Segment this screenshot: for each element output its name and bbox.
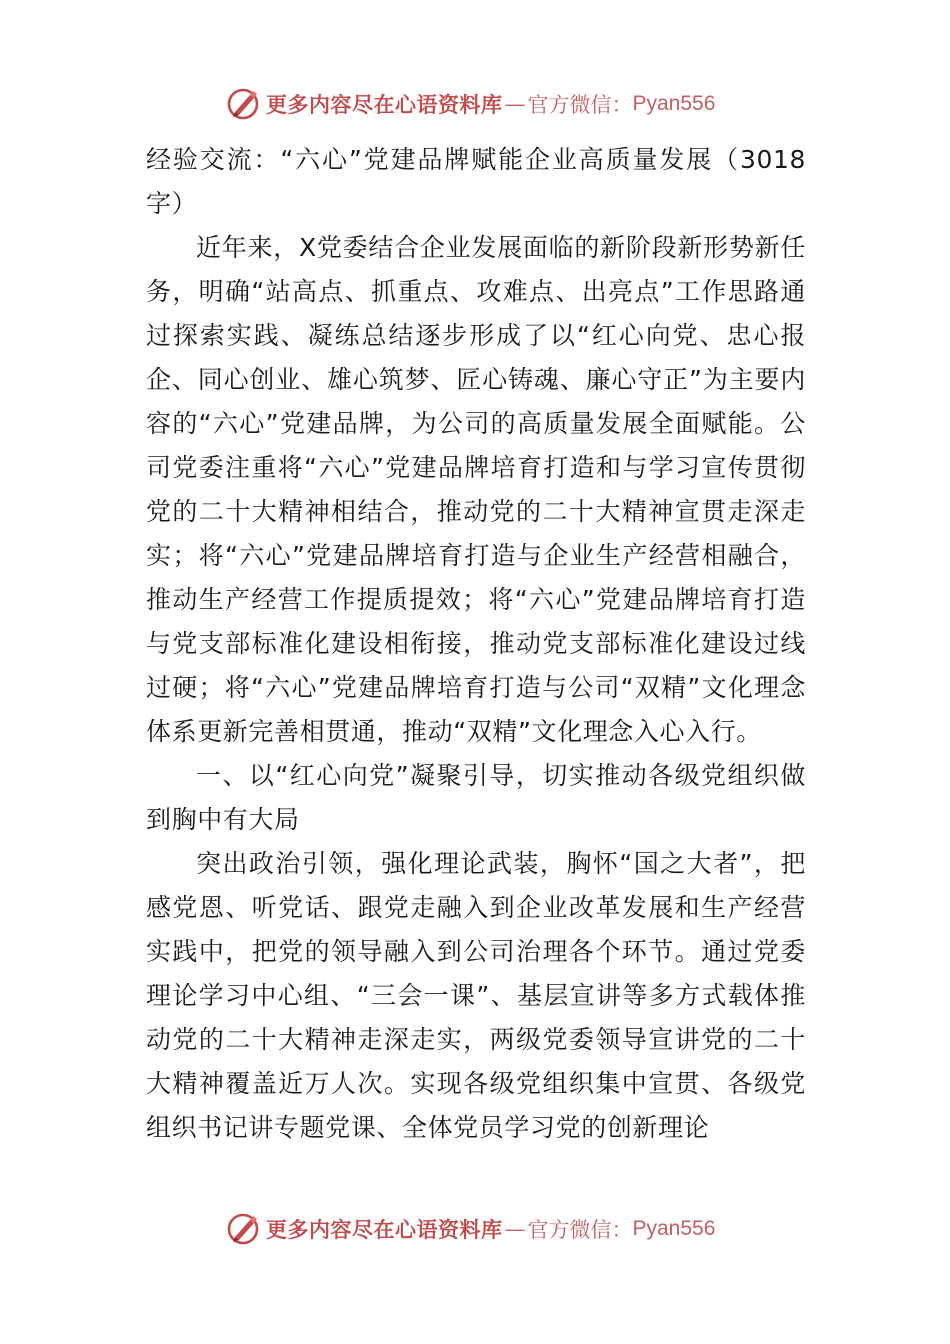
watermark-separator: — (504, 92, 526, 116)
document-body (146, 138, 806, 1150)
watermark-main-text: 更多内容尽在心语资料库 (266, 1217, 503, 1242)
watermark-header (226, 84, 746, 124)
watermark-wechat-id: Pyan556 (632, 1217, 716, 1240)
watermark-main-text: 更多内容尽在心语资料库 (266, 92, 503, 117)
pen-logo-icon (226, 86, 262, 122)
watermark-sub-text: 官方微信： (527, 1218, 633, 1242)
paragraph-intro: 近年来，X党委结合企业发展面临的新阶段新形势新任务，明确“站高点、抓重点、攻难点、出亮点”工作思路通过探索实践、凝练总结逐步形成了以“红心向党、忠心报企、同心创业、雄心筑梦、匠心铸魂、廉心守正”为主要内容的“六心”党建品牌，为公司的高质量发展全面赋能。公司党委注重将“六心”党建品牌培育打造和与学习宣传贯彻党的二十大精神相结合，推动党的二十大精神宣贯走深走实；将“六心”党建品牌培育打造与企业生产经营相融合，推动生产经营工作提质提效；将“六心”党建品牌培育打造与党支部标准化建设相衔接，推动党支部标准化建设过线过硬；将“六心”党建品牌培育打造与公司“双精”文化理念体系更新完善相贯通，推动“双精”文化理念入心入行。 (146, 233, 806, 746)
section-heading-1: 一、以“红心向党”凝聚引导，切实推动各级党组织做到胸中有大局 (146, 761, 806, 834)
watermark-separator: — (504, 1217, 526, 1241)
watermark-sub-text: 官方微信： (527, 93, 633, 117)
watermark-footer (226, 1209, 746, 1249)
watermark-wechat-id: Pyan556 (632, 92, 716, 115)
document-title: 经验交流：“六心”党建品牌赋能企业高质量发展（3018字） (146, 145, 806, 218)
pen-logo-icon (226, 1211, 262, 1247)
paragraph-section-1: 突出政治引领，强化理论武装，胸怀“国之大者”，把感党恩、听党话、跟党走融入到企业改革发展和生产经营实践中，把党的领导融入到公司治理各个环节。通过党委理论学习中心组、“三会一课”、基层宣讲等多方式载体推动党的二十大精神走深走实，两级党委领导宣讲党的二十大精神覆盖近万人次。实现各级党组织集中宣贯、各级党组织书记讲专题党课、全体党员学习党的创新理论 (146, 849, 806, 1142)
